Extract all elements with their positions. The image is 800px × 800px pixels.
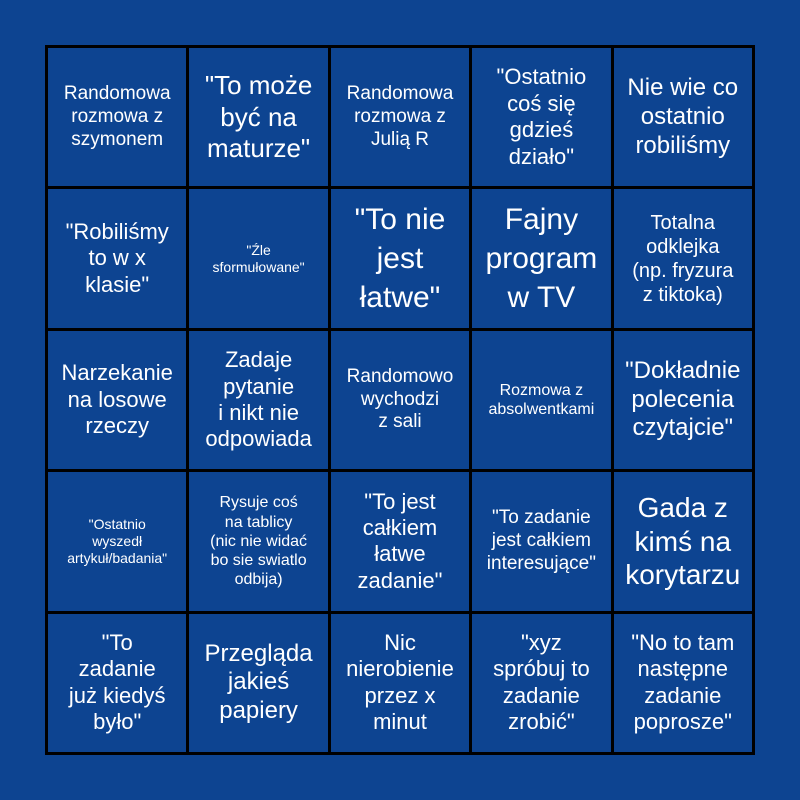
bingo-cell[interactable]: Randomowa rozmowa z Julią R xyxy=(331,48,469,186)
bingo-cell[interactable]: "No to tam następne zadanie poprosze" xyxy=(614,614,752,752)
bingo-cell[interactable]: "To zadanie jest całkiem interesujące" xyxy=(472,472,610,610)
bingo-cell[interactable]: "Ostatnio wyszedł artykuł/badania" xyxy=(48,472,186,610)
bingo-cell[interactable]: Gada z kimś na korytarzu xyxy=(614,472,752,610)
bingo-cell[interactable]: Zadaje pytanie i nikt nie odpowiada xyxy=(189,331,327,469)
bingo-cell[interactable]: Nie wie co ostatnio robiliśmy xyxy=(614,48,752,186)
bingo-cell[interactable]: Randomowo wychodzi z sali xyxy=(331,331,469,469)
bingo-cell[interactable]: Totalna odklejka (np. fryzura z tiktoka) xyxy=(614,189,752,327)
bingo-cell[interactable]: "Dokładnie polecenia czytajcie" xyxy=(614,331,752,469)
bingo-cell[interactable]: "Robiliśmy to w x klasie" xyxy=(48,189,186,327)
bingo-cell[interactable]: "xyz spróbuj to zadanie zrobić" xyxy=(472,614,610,752)
bingo-cell[interactable]: "Źle sformułowane" xyxy=(189,189,327,327)
bingo-cell[interactable]: "To zadanie już kiedyś było" xyxy=(48,614,186,752)
bingo-cell[interactable]: Przegląda jakieś papiery xyxy=(189,614,327,752)
bingo-cell[interactable]: "To może być na maturze" xyxy=(189,48,327,186)
bingo-cell[interactable]: Fajny program w TV xyxy=(472,189,610,327)
bingo-cell[interactable]: Narzekanie na losowe rzeczy xyxy=(48,331,186,469)
bingo-board xyxy=(45,45,755,755)
bingo-cell[interactable]: "To nie jest łatwe" xyxy=(331,189,469,327)
bingo-cell[interactable]: Randomowa rozmowa z szymonem xyxy=(48,48,186,186)
bingo-cell[interactable]: Nic nierobienie przez x minut xyxy=(331,614,469,752)
bingo-cell[interactable]: "To jest całkiem łatwe zadanie" xyxy=(331,472,469,610)
bingo-cell[interactable]: "Ostatnio coś się gdzieś działo" xyxy=(472,48,610,186)
bingo-cell[interactable]: Rysuje coś na tablicy (nic nie widać bo sie swiatlo odbija) xyxy=(189,472,327,610)
bingo-cell[interactable]: Rozmowa z absolwentkami xyxy=(472,331,610,469)
